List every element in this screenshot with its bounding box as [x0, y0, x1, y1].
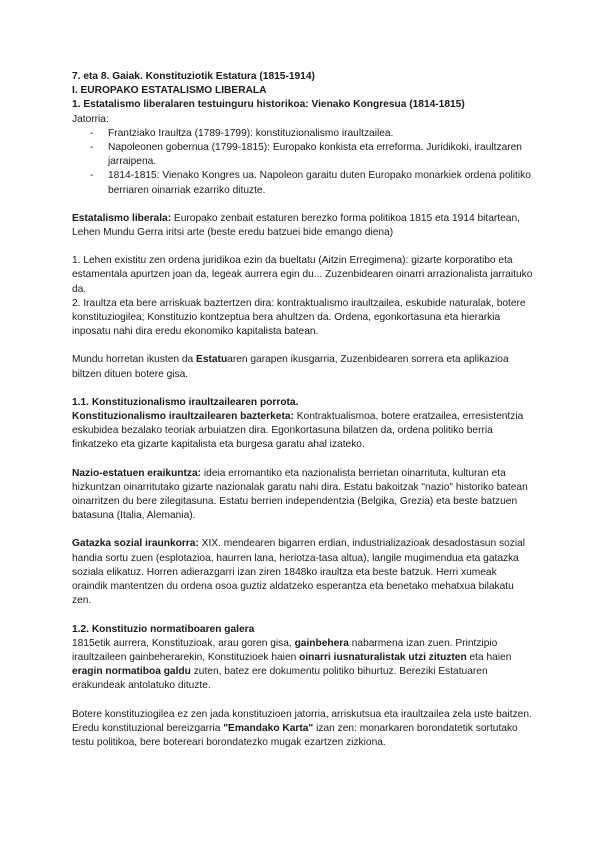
- galera-text-2: nabarmena izan zuen. Printzipio iraultzaileen gainbeherarekin, Konstituzioek haien: [72, 637, 498, 663]
- galera-text-3: eta haien: [466, 651, 512, 663]
- galera-text-4: zuten, batez ere dokumentu politiko bihurtuz. Bereziki Estatuaren erakundeak antolatuko dituzte.: [72, 666, 488, 692]
- section-heading-1-2: 1.2. Konstituzio normatiboaren galera: [72, 623, 255, 635]
- mundu-pre: Mundu horretan ikusten da: [72, 354, 197, 366]
- botere-bold-1: "Emandako Karta": [223, 722, 314, 734]
- document-title: 7. eta 8. Gaiak. Konstituziotik Estatura (1815-1914): [72, 71, 315, 82]
- section-heading-1: 1. Estatalismo liberalaren testuinguru historikoa: Vienako Kongresua (1814-1815): [72, 99, 465, 111]
- list-item: - 1814-1815: Vienako Kongres ua. Napoleon garaitu duten Europako monarkiek ordena politiko berriaren oinarriak ezarriko dituzte.: [72, 169, 534, 197]
- document-page: [72, 70, 534, 750]
- jatorria-label: Jatorria:: [72, 113, 109, 125]
- estatalismo-term: Estatalismo liberala:: [72, 212, 172, 224]
- mundu-bold: Estatu: [196, 354, 228, 366]
- galera-bold-3: eragin normatiboa galdu: [72, 666, 191, 678]
- gatazka-paragraph: [72, 537, 534, 608]
- botere-text-2: izan zen: monarkaren borondatetik sortutako testu politikoa, bere botereari borondatezko mugak ezartzen zizkiona.: [72, 722, 518, 748]
- botere-paragraph: [72, 708, 534, 751]
- gatazka-term: Gatazka sozial iraunkorra:: [72, 538, 199, 550]
- botere-text-1: Botere konstituziogilea ez zen jada konstituzioen jatorria, arriskutsua eta iraultzailea zela uste baitzen. Eredu konstituzional bereizgarria: [72, 708, 532, 734]
- bazterketa-text: Kontraktualismoa, botere eratzailea, erresistentzia eskubidea bezalako teoriak arbuiatzen dira. Egonkortasuna bilatzen da, ordena politiko berria finkatzeko eta gizarte kapitalista eta burgesa garatu ahal izateko.: [72, 411, 524, 451]
- galera-bold-2: oinarri iusnaturalistak utzi zituzten: [299, 651, 467, 663]
- galera-bold-1: gainbehera: [294, 637, 349, 649]
- nazio-paragraph: [72, 467, 534, 524]
- list-item: - Napoleonen gobernua (1799-1815): Europako konkista eta erreforma. Juridikoki, iraultzaren jarraipena.: [72, 141, 534, 169]
- estatalismo-text: Europako zenbait estaturen berezko forma politikoa 1815 eta 1914 bitartean, Lehen Mundu Gerra iritsi arte (beste eredu batzuei bide emango diena): [72, 212, 520, 239]
- bazterketa-term: Konstituzionalismo iraultzailearen bazterketa:: [72, 411, 294, 423]
- nazio-term: Nazio-estatuen eraikuntza:: [72, 467, 202, 479]
- point-2: 2. Iraultza eta bere arriskuak baztertzen dira: kontraktualismo iraultzailea, eskubide naturalak, botere konstituziogilea; Konstituzio kontzeptua bera ahultzen da. Ordena, egonkortasuna eta hierarkia inposatu nahi dira eredu ekonomiko kapitalista batean.: [72, 297, 526, 338]
- list-item: - Frantziako Iraultza (1789-1799): konstituzionalismo iraultzailea.: [72, 127, 534, 141]
- mundu-paragraph: [72, 353, 534, 381]
- galera-text-1: 1815etik aurrera, Konstituzioak, arau goren gisa,: [72, 637, 295, 649]
- section-heading-1-1: 1.1. Konstituzionalismo iraultzailearen porrota.: [72, 396, 299, 408]
- galera-paragraph: [72, 637, 534, 694]
- nazio-text: ideia erromantiko eta nazionalista berrietan oinarrituta, kulturan eta hizkuntzan oinarritutako gizarte nazionalak garatu nahi dira. Estatu bakoitzak "nazio" historiko batean oinarritzen du bere zilegitasuna. Estatu berrien independentzia (Belgika, Grezia) eta beste batzuen batasuna (Italia, Alemania).: [72, 467, 528, 522]
- estatalismo-paragraph: [72, 212, 534, 240]
- point-1: 1. Lehen existitu zen ordena juridikoa ezin da bueltatu (Aitzin Erregimena): gizarte korporatibo eta estamentala apurtzen joan da, legeak aurrera egin du... Zuzenbidearen oinarri arrazionalista jarraituko da.: [72, 255, 533, 295]
- jatorria-list: [72, 127, 534, 198]
- bazterketa-paragraph: [72, 410, 534, 453]
- gatazka-text: XIX. mendearen bigarren erdian, industrializazioak desadostasun sozial handia sortu zuen (esplotazioa, haurren lana, heriotza-tasa altua), langile mugimendua eta gatazka soziala elikatuz. Horren adierazgarri izan ziren 1848ko iraultza eta beste batzuk. Herri xumeak oraindik mantentzen du ordena osoa guztiz aldatzeko esperantza eta benetako mehatxua bilakatu zen.: [72, 538, 526, 607]
- section-heading-I: I. EUROPAKO ESTATALISMO LIBERALA: [72, 85, 267, 97]
- mundu-post: aren garapen ikusgarria, Zuzenbidearen sorrera eta aplikazioa biltzen dituen botere gisa.: [72, 354, 509, 380]
